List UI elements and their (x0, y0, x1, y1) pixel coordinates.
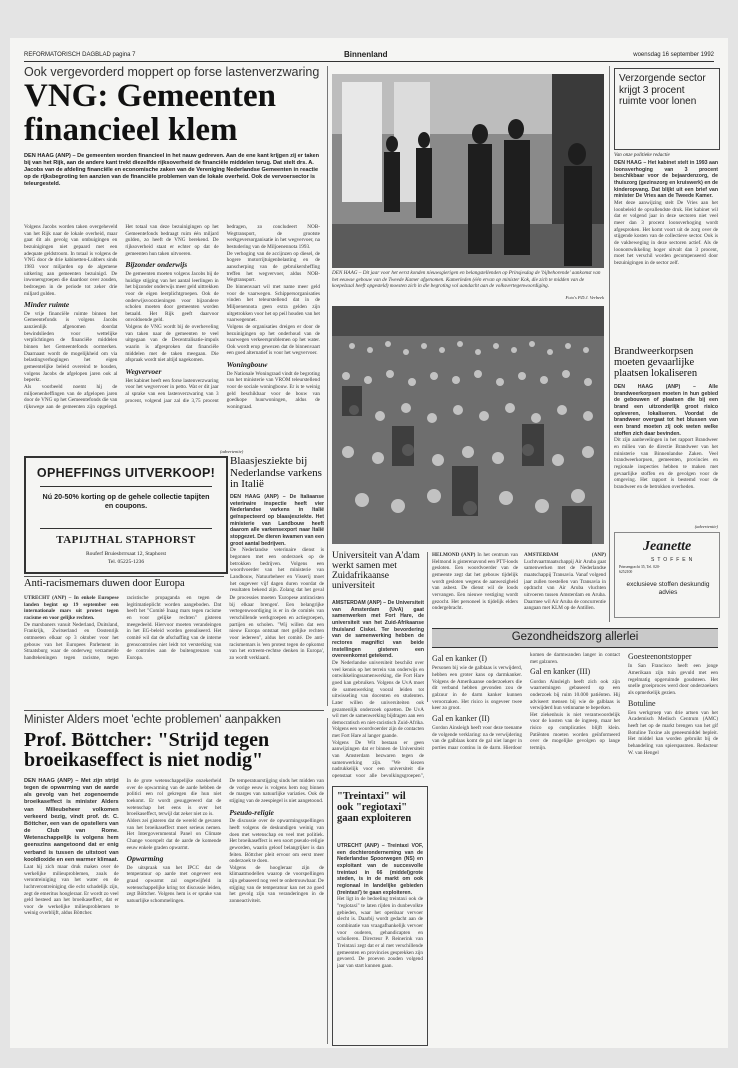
health-body (432, 652, 718, 1044)
alders-body (24, 778, 324, 1044)
photo1-credit: Foto's P.D.J. Verbeek (565, 295, 604, 300)
vng-body-9: Volgens de organisaties dreigen er door de bezuinigingen op het onderhoud van de vaarwegen verkeersproblemen op het water. Ook wordt erop gewezen dat de binnenvaart een goed alternatief is voor het wegvervoer. (226, 323, 320, 357)
alders-subhead-2: Pseudo-religie (229, 807, 274, 817)
photo-crowd (332, 306, 604, 544)
care-sector-body (614, 160, 718, 340)
health-body-4: Het ziekenhuis is niet verantwoordelijk voor de kosten van de ingreep, maar het risico op complicaties blijft klein. Patiënten moeten worden geïnformeerd over de mogelijke gevolgen op lange termijn. (530, 711, 620, 752)
vng-kicker: Ook vergevorderd moppert op forse lastenverzwaring (24, 65, 320, 79)
carpet-ad (24, 456, 228, 574)
health-body-2: Gordon Ainsleigh heeft voor deze toename de volgende verklaring: na de verwijdering van de galblaas komt de gal niet langer in porties maar continu in de darm. Hierdoor komen de darmwanden langer in contact met galzuren. (432, 652, 620, 752)
blaasjes-body (230, 494, 324, 592)
carpet-ad-rule (40, 486, 212, 487)
health-body-3: Gordon Ainsleigh heeft zich ook zijn waarnemingen gebaseerd op een onderzoek bij ruim 10.000 patiënten. Hij adviseert mensen bij wie de galblaas is verwijderd hun vetinname te beperken. (530, 678, 620, 712)
brandweer-body (614, 384, 718, 522)
blaasjes-body-1: De Nederlandse veterinaire dienst is begonnen met een onderzoek op de betrokken bedrijven. Volgens een woordvoerder van het ministerie van Landbouw, Natuurbeheer en Visserij moet het ongeveer vijf dagen duren voordat de resultaten bekend zijn. Zolang dat het geval (230, 547, 324, 592)
health-subhead-1: Gal en kanker (I) (432, 654, 487, 663)
vng-subhead-1: Minder ruimte (24, 300, 70, 310)
univ-lead: AMSTERDAM (ANP) – De Universiteit van Amsterdam (UvA) gaat samenwerken met Fort Hare, de universiteit van het Zuid-Afrikaanse thuisland Ciskei. Ter bevordering van de samenwerking hebben de rectores magnifici van beide instellingen gisteren een overeenkomst getekend. (332, 600, 424, 660)
helmond-dateline: HELMOND (ANP) (432, 552, 476, 558)
health-body-6: Een werkgroep van drie artsen van het Academisch Medisch Centrum (AMC) heeft het op de markt brengen van het gif Botuline Toxine als geneesmiddel bepleit. Het middel kan worden gebruikt bij de behandeling van spierspasmen. Redacteur W. van Hengel (628, 709, 718, 756)
masthead (24, 52, 714, 62)
vng-body-1: Volgens Jacobs worden taken overgeheveld van het Rijk naar de lokale overheid, maar gaat dit als gevolg van ombuigingen en bezuinigingen niet gepaard met een adequate geldstroom. In totaal is volgens de VNG door de drie kabinetten-Lubbers sinds 1983 voor miljarden op de algemene uitkering aan gemeenten bezuinigd. De inwonersgroepen die daardoor over zouden, bedroegen in de periode tot zeker drie miljard gulden. (24, 224, 118, 297)
treintaxi-headline: "Treintaxi" wil ook "regiotaxi" gaan exploiteren (337, 791, 412, 825)
health-body-5: In San Francisco heeft een jonge Amerikaan zijn tuin gevuld met een regelmatig opgeruimde goudsteen. Het snelle groeiproces werd door onderzoekers als opmerkelijk gezien. (628, 663, 718, 696)
alders-body-5: De temperatuurstijging sinds het midden van de vorige eeuw is volgens hem nog binnen de marges van natuurlijke variaties. Ook de stijging van de zeespiegel is niet aangetoond. (229, 778, 324, 804)
photo-parliament-hall (332, 74, 604, 268)
carpet-ad-title: OPHEFFINGS UITVERKOOP! (36, 466, 216, 480)
health-subhead-2: Gal en kanker (II) (432, 713, 490, 723)
masthead-date: woensdag 16 september 1992 (633, 52, 714, 58)
treintaxi-box (332, 786, 428, 1046)
vng-body (24, 224, 320, 448)
vng-body-4: De gemeenten moeten volgens Jacobs bij de huidige stijging van het aantal leerlingen in het bijzonder onderwijs meer geld uittrekken voor de eigen leerplichtgroepen. Ook de onderwijsvoorzieningen voor bijzondere scholen moeten door gemeenten worden betaald. Het Rijk geeft daarvoor onvoldoende geld. (125, 270, 219, 324)
photo-parliament-hall-image (332, 74, 604, 268)
alders-lead: DEN HAAG (ANP) – Met zijn strijd tegen de opwarming van de aarde als gevolg van het zogenoemde broeikaseffect is minister Alders van Milieubeheer volkomen verkeerd bezig, vindt prof. dr. C. Böttcher, een van de opstellers van de Club van Rome. Wetenschappelijk is volgens hem geenszins aangetoond dat er enig verband is tussen de uitstoot van kooldioxide en een warmer klimaat. (24, 778, 119, 863)
carpet-ad-rule-2 (40, 528, 212, 529)
alders-body-1: Laat hij zich maar druk maken over de werkelijke milieuproblemen, zoals de verontreiniging van het water en de luchtverontreiniging die echt schadelijk zijn, zegt de emeritus hoogleraar. Er wordt zo veel geld besteed aan het broeikaseffect, dat er voor de werkelijke milieuproblemen te weinig overblijft, aldus Böttcher. (24, 863, 119, 917)
alders-kicker: Minister Alders moet 'echte problemen' aanpakken (24, 714, 281, 726)
vng-body-3: Als voorbeeld noemt hij de miljoenenheffingen van de afgelopen jaren door de VNG op het Gemeentefonds die van rijkswege aan de gemeenten zijn opgelegd. Het totaal van deze bezuinigingen op het Gemeentefonds bedraagt ruim één miljard gulden, zo heeft de VNG berekend. De rijksoverheid staat er echter op dat de gemeenten hun taken uitvoeren. (24, 224, 219, 410)
racism-body-1: De marsbaners vanuit Nederland, Duitsland, Frankrijk, Zwitserland en Oostenrijk ontmoeten elkaar op 3 oktober voor het gebouw van het Europees Parlement in Straatsburg waar de onderweg verzamelde handtekeningen tegen racisme, tegen racistische propaganda en tegen de legitimatieplicht worden aangeboden. Dat heeft het "Comité Inaag mars tegen racisme en voor gelijke rechten" gisteren meegedeeld. Hiervoor moeten verandeingen in het EG-beleid worden gerealiseerd. Het comité wil dat de afschaffing van de interne grenscontroles niet leidt tot versterking van de controles aan de buitengrenzen van Europa. (24, 595, 222, 661)
care-sector-headline: Verzorgende sector krijgt 3 procent ruimte voor lonen (619, 73, 706, 107)
alders-body-3: Alders zei gisteren dat de wereld de gevaren van het broeikaseffect moet serieus nemen. Het Intergovernmental Panel on Climate Change voorspelt dat de aarde de komende eeuw enkele graden opwarmt. (126, 817, 222, 851)
vng-body-7: De verhoging van de accijnzen op diesel, de hogere motorrijtuigenbelasting en de aanscherping van de gebruikersheffing treffen het wegvervoer, aldus NOB-Wegtransport. (226, 250, 320, 284)
care-sector-byline: Van onze politieke redactie (614, 152, 670, 158)
carpet-ad-phone: Tel. 05225-1236 (107, 559, 145, 565)
racism-lead: UTRECHT (ANP) – In enkele Europese landen begint op 19 september een internationale mars uit protest tegen racisme en voor gelijke rechten. (24, 595, 119, 621)
carpet-ad-address: Rouferf Bruiesbrrrsaat 12, Staphorst (85, 551, 167, 557)
health-subhead-5: Botuline (628, 698, 656, 708)
jeanette-ad-label: (advertentie) (694, 524, 718, 529)
treintaxi-body-1: Het ligt in de bedoeling treintaxi ook de "regiotaxi" te laten rijden in dunbevolkte gebieden, waar het openbaar vervoer slecht is. Daarbij wordt gedacht aan de combinatie van vraagafhankelijk vervoer voor ouderen, gehandicapten en scholieren. Directeur P. Reinerink van Treintaxi zegt dat er al met verschillende gemeenten en provincies gesprekken zijn gevoerd. De proeven zouden volgend jaar van start kunnen gaan. (337, 896, 423, 969)
health-banner-title: Gezondheidszorg allerlei (511, 631, 639, 643)
racism-top-rule (24, 576, 224, 577)
airaruba-body: Luchtvaartmaatschappij Air Aruba gaat samenwerken met de Nederlandse maatschappij Transavia. Vanaf volgend jaar zullen toestellen van Transavia in opdracht van Air Aruba vluchten uitvoeren tussen Amsterdam en Aruba. Daarmee wil Air Aruba de concurrentie aangaan met KLM op de Antillen. (524, 558, 606, 612)
carpet-ad-company: TAPIJTHAL STAPHORST (56, 534, 196, 546)
vng-body-8: De binnenvaart wil met name meer geld voor de vaarwegen. Schippersorganisaties vinden het teleurstellend dat in de Miljoenennota geen extra gelden zijn uitgetrokken voor het op peil houden van het vaarwegennet. (226, 283, 320, 324)
alders-body-6: De discussie over de opwarmingsspellingen heeft volgens de deskundigen weinig van doen met wetenschap en veel met politiek. Het broeikaseffect is een soort pseudo-religie geworden, waarin geloof belangrijker is dan feiten. Böttcher pleit ervoor om eerst meer onderzoek te doen. (229, 818, 324, 865)
vng-body-6: Het kabinet heeft een forse lastenverzwaring voor het wegvervoer in petto. Wat er dit jaar al sprake van een lastenverzwaring van 3 procent, volgend jaar zal die 3,75 procent bedragen, zo concludeert NOB-Wegtransport, de grootste werkgeversorganisatie in het wegvervoer, na bestudering van de Miljoenennota 1993. (125, 224, 320, 404)
vng-subhead-4: Woningbouw (226, 360, 268, 370)
ad-label-left: (advertentie) (220, 449, 244, 454)
health-subhead-3: Gal en kanker (III) (530, 667, 591, 677)
care-sector-headline-box (614, 68, 720, 150)
column-divider-left (327, 66, 328, 706)
vng-body-5: Volgens de VNG wordt bij de overheveling van taken naar de gemeenten te veel uitgegaan van de Decentralisatie-impuls waarin is afgesproken dat financiële middelen met de taken meegaan. Die afspraak wordt niet altijd nagekomen. (125, 324, 219, 364)
vng-body-2: De vrije financiële ruimte binnen het Gemeentefonds is volgens Jacobs aanzienlijk afgenomen doordat bewindslieden voor wettelijke verplichtingen de financiële middelen binnen het Gemeentefonds oormerken. Daarnaast wordt de mogelijkheid om via belastingverhogingen het eigen gemeentelijke beleid overeind te houden, volgens Jacobs de afgelopen jaren ook al beperkt. (24, 310, 118, 384)
blaasjes-lead: DEN HAAG (ANP) – De Italiaanse veterinaire inspectie heeft vier Nederlandse varkens in Italië geïnspecteerd op blaasjesziekte. Het ministerie van Landbouw heeft daarom alle varkensexport naar Italië stopgezet. De dieren kwamen van een groot aantal bedrijven. (230, 494, 324, 547)
jeanette-ad-tagline: exclusieve stoffen deskundig advies (626, 581, 710, 596)
univ-headline: Universiteit van A'dam werkt samen met Zuidafrikaanse universiteit (332, 551, 420, 591)
photo-crowd-image (332, 306, 604, 544)
univ-body-2: Volgens De Wit bestaan er geen aanwijzingen dat er binnen de Universiteit van Amsterdam bezwaren tegen de samenwerking zijn. "We kiezen nadrukkelijk voor een universiteit die openstaat voor alle bevolkingsgroepen", (332, 739, 424, 780)
helmond-article (432, 552, 518, 624)
treintaxi-lead: UTRECHT (ANP) – Treintaxi VOF, een dochteronderneming van de Nederlandse Spoorwegen (NS) en exploitant van de succesvolle treintaxi in 66 (middel)grote steden, is in de markt om ook regionaal in landelijke gebieden (treintaxi') te gaan exploiteren. (337, 843, 423, 896)
racism-body-2: De processies moeten 'Europese antiracisten bij elkaar brengen'. Een belangrijke vertegenwoordiging is er in de comités van verschillende werkgroepen en actiegroepen, partijen en scholen. "Wij willen dat een nieuw Europa ontstaat met gelijke rechten voor iedereen", aldus het comité. De anti-racismemars is 'een protest tegen de opkomst van het extreem-rechtse denken in Europa', zo wordt verklaard. (229, 595, 324, 661)
column-divider-right (609, 66, 610, 622)
jeanette-ad-brand: Jeanette (643, 539, 692, 554)
masthead-paper: REFORMATORISCH DAGBLAD pagina 7 (24, 52, 136, 58)
jeanette-ad (614, 532, 720, 618)
airaruba-article (524, 552, 606, 624)
univ-divider (427, 552, 428, 702)
univ-body (332, 600, 424, 780)
treintaxi-body (337, 843, 423, 1039)
helmond-body: In het centrum van Helmond is gisterenavond een PTT-loods gesloten. Een woordvoerder van de gemeente zegt dat het gebouw tijdelijk wordt gesloten wegens de aanwezigheid van asbest. De dienst wil de loods vervangen. Een nieuwe vestiging wordt gezocht. Het personeel is tijdelijk elders ondergebracht. (432, 552, 518, 612)
newspaper-page (10, 38, 728, 1048)
vng-headline: VNG: Gemeenten financieel klem (24, 78, 277, 148)
brandweer-headline: Brandweerkorpsen moeten gevaarlijke plaatsen lokaliseren (614, 346, 698, 380)
alders-headline: Prof. Böttcher: "Strijd tegen broeikaseffect is niet nodig" (24, 729, 270, 772)
vng-subhead-3: Wegvervoer (125, 367, 162, 377)
alders-body-7: Volgens de hoogleraar zijn de klimaatmodellen waarop de voorspellingen zijn gebaseerd nog veel te onbetrouwbaar. De stijging van de temperatuur kan net zo goed het gevolg zijn van veranderingen in de zonneactiviteit. (229, 864, 324, 905)
care-sector-body-1: Met deze aanwijzing stelt De Vries aan het loonbeleid de opvallendste druk. Het kabinet wil dat er volgend jaar in deze sectoren niet veel meer dan 3 procent loonsverhoging wordt afgesproken. Het komt voort uit de zorg over de stijgende kosten van de collectieve sector. Ook is de vakbeweging in deze sectoren actief. Als de loonontwikkeling hoger uitvalt dan 3 procent, moet het verschil worden gecompenseerd door bezuinigingen in de sector zelf. (614, 199, 718, 266)
health-banner (432, 628, 718, 648)
univ-body-1: De Nederlandse universiteit beschikt over veel kennis op het terrein van onderwijs en ontwikkelingssamenwerking, die Fort Hare goed kan gebruiken. Volgens de UvA moet de samenwerking vooral leiden tot uitwisseling van docenten en studenten. Later willen de universiteiten ook gezamenlijk onderzoek opzetten. De UvA wil met de samenwerking bijdragen aan een democratisch en niet-racistisch Zuid-Afrika. Volgens een woordvoerder zijn de contacten met Fort Hare al langer gaande. (332, 659, 424, 740)
photo1-caption: DEN HAAG – Dit jaar voor het eerst konden nieuwsgierigen en belangstellenden op Prinsjesdag de 'bijbehorende' aankomst van het eeuwse gebouw van de Tweede Kamer afgenomen. Kamerleden (één ervan op minister Kok, die zich te midden van de koepelzaal heeft opgesteld) moesten zich in die begroting vol aandacht aan de volksvertegenwoordiging. (332, 270, 601, 289)
brandweer-lead: DEN HAAG (ANP) – Alle brandweerkorpsen moeten in hun gebied de gebouwen of plaatsen die bij een brand een uitzonderlijk groot risico opleveren, lokaliseren. Voordat de brandweer overgaat tot het blussen van een brand moeten zij ook weten welke stoffen zich daar bevinden. (614, 384, 718, 437)
health-subhead-4: Goesteenontstopper (628, 652, 692, 661)
racism-body (24, 595, 324, 705)
jeanette-ad-address: Prinsengracht 35, Tel. 020-6252100 (619, 565, 661, 574)
masthead-section: Binnenland (344, 50, 388, 59)
brandweer-body-1: Dit zijn aanbevelingen in het rapport Brandweer en milieu van de directie Brandweer van het ministerie van Binnenlandse Zaken. Veel brandweerkorpsen, gemeenten, provincies en regionale inspecties hebben te maken met gevaarlijke stoffen en de gevolgen voor de omgeving. Het rapport is bestemd voor de brandweer en de betrokken overheden. (614, 437, 718, 490)
alders-top-rule (24, 710, 324, 711)
carpet-ad-offer: Nú 20-50% korting op de gehele collectie tapijten en coupons. (42, 492, 210, 511)
jeanette-ad-sub: STOFFEN (651, 557, 696, 563)
column-divider-bottom (327, 718, 328, 1044)
vng-subhead-2: Bijzonder onderwijs (125, 260, 188, 270)
vng-body-10: De Nationale Woningraad vindt de begroting van het ministerie van VROM teleurstellend voor de sociale woningbouw. Er is te weinig geld beschikbaar voor de bouw van goedkope huurwoningen, aldus de woningraad. (226, 370, 320, 410)
care-sector-lead: DEN HAAG – Het kabinet stelt in 1993 aan loonsverhoging van 3 procent beschikbaar voor de bejaardenzorg, de thuiszorg (gezinszorg en kruiswerk) en de kinderopvang. Dat blijkt uit een brief van minister De Vries aan de Tweede Kamer. (614, 160, 718, 200)
alders-body-4: De uitspraak van het IPCC dat de temperatuur op aarde met ongeveer een graad opwarmt zal ongetwijfeld in wetenschappelijke kring tot discussie leiden, zegt Böttcher. Volgens hem is er sprake van natuurlijke schommelingen. (126, 864, 222, 905)
blaasjes-headline: Blaasjesziekte bij Nederlandse varkens in Italië (230, 455, 322, 491)
racism-headline: Anti-racismemars duwen door Europa (24, 578, 185, 589)
alders-subhead-1: Opwarming (126, 854, 164, 864)
alders-body-2: In de grote wetenschappelijke onzekerheid over de opwarming van de aarde hebben de politici een rol gekregen die hun niet toekomt. Er wordt gesuggereerd dat de wetenschap het eens is over het broeikaseffect, terwijl dat zeker niet zo is. (126, 778, 222, 818)
vng-lead: DEN HAAG (ANP) – De gemeenten worden financieel in het nauw gedreven. Aan de ene kant krijgen zij er taken bij van het Rijk, aan de andere kant trekt diezelfde rijksoverheid de financiële middelen terug. Dat stelt drs. A. Jacobs van de afdeling financiële en economische zaken van de Vereniging Nederlandse Gemeenten in reactie op de rijksbegroting ten aanzien van de financiële problemen van de lokale overheid. Ook de vervoersector is teleurgesteld. (24, 153, 320, 187)
health-body-1: Personen bij wie de galblaas is verwijderd, hebben een groter kans op darmkanker. Volgens de Amerikaanse onderzoekers die dit verband hebben gevonden zou de galzuur in de darm kanker kunnen veroorzaken. Het risico is ongeveer twee keer zo groot. (432, 665, 522, 712)
airaruba-dateline: AMSTERDAM (ANP) (524, 552, 606, 558)
